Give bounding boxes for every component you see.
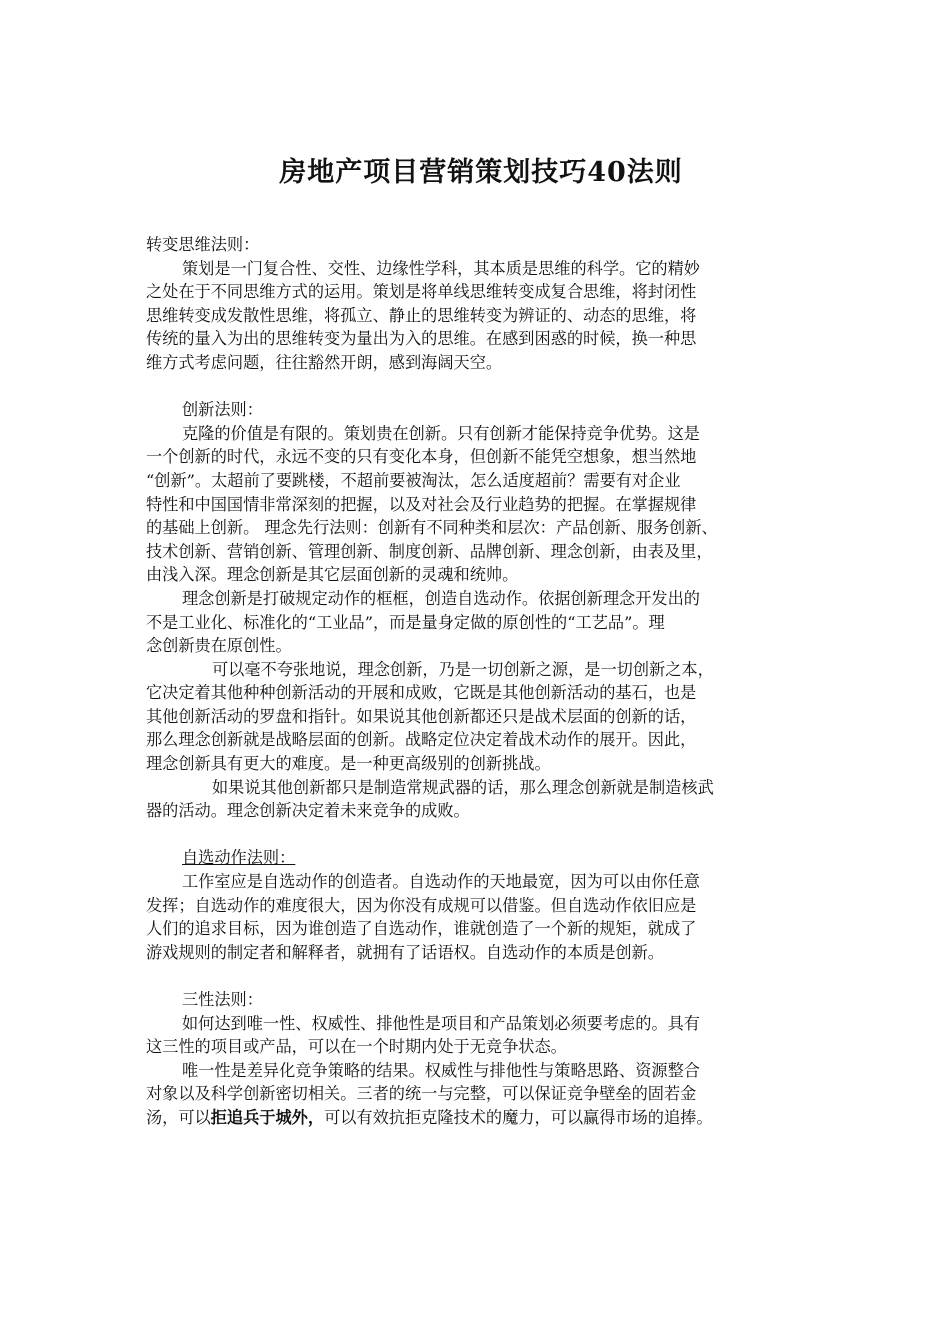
paragraph-line bbox=[146, 1106, 816, 1130]
paragraph-line: 这三性的项目或产品，可以在一个时期内处于无竞争状态。 bbox=[146, 1037, 567, 1057]
bold-text-run: 拒追兵于城外， bbox=[210, 1107, 325, 1127]
paragraph-line: 如果说其他创新都只是制造常规武器的话，那么理念创新就是制造核武 bbox=[212, 777, 714, 797]
paragraph-line: 发挥；自选动作的难度很大，因为你没有成规可以借鉴。但自选动作依旧应是 bbox=[146, 895, 697, 915]
paragraph-line: 克隆的价值是有限的。策划贵在创新。只有创新才能保持竞争优势。这是 bbox=[182, 423, 700, 443]
paragraph-line: 的基础上创新。 理念先行法则：创新有不同种类和层次：产品创新、服务创新、 bbox=[146, 518, 718, 538]
paragraph-line: 技术创新、营销创新、管理创新、制度创新、品牌创新、理念创新，由表及里， bbox=[146, 541, 713, 561]
paragraph-line: 那么理念创新就是战略层面的创新。战略定位决定着战术动作的展开。因此， bbox=[146, 730, 697, 750]
document-body bbox=[146, 233, 816, 1130]
paragraph-line: 理念创新具有更大的难度。是一种更高级别的创新挑战。 bbox=[146, 754, 551, 774]
paragraph-line: 传统的量入为出的思维转变为量出为入的思维。在感到困惑的时候，换一种思 bbox=[146, 329, 697, 349]
section-heading: 创新法则： bbox=[182, 400, 263, 420]
paragraph-line: 维方式考虑问题，往往豁然开朗，感到海阔天空。 bbox=[146, 352, 503, 372]
paragraph-line: 唯一性是差异化竞争策略的结果。权威性与排他性与策略思路、资源整合 bbox=[182, 1060, 700, 1080]
paragraph-line: 如何达到唯一性、权威性、排他性是项目和产品策划必须要考虑的。具有 bbox=[182, 1013, 700, 1033]
section-heading: 三性法则： bbox=[182, 990, 263, 1009]
section-heading: 转变思维法则： bbox=[146, 235, 260, 254]
paragraph-line: 不是工业化、标准化的“工业品”，而是量身定做的原创性的“工艺品”。理 bbox=[146, 612, 665, 632]
paragraph-line: 它决定着其他种种创新活动的开展和成败，它既是其他创新活动的基石，也是 bbox=[146, 683, 697, 703]
paragraph-line: 可以毫不夸张地说，理念创新，乃是一切创新之源，是一切创新之本， bbox=[212, 659, 714, 679]
text-run: 可以有效抗拒克隆技术的魔力，可以赢得市场的追捧。 bbox=[324, 1107, 713, 1127]
paragraph-line: 一个创新的时代，永远不变的只有变化本身，但创新不能凭空想象，想当然地 bbox=[146, 447, 697, 467]
paragraph-line: 游戏规则的制定者和解释者，就拥有了话语权。自选动作的本质是创新。 bbox=[146, 942, 664, 962]
document-page bbox=[146, 150, 816, 1130]
paragraph-line: 人们的追求目标，因为谁创造了自选动作，谁就创造了一个新的规矩，就成了 bbox=[146, 919, 697, 939]
page-title: 房地产项目营销策划技巧40法则 bbox=[279, 157, 683, 188]
paragraph-line: 思维转变成发散性思维，将孤立、静止的思维转变为辨证的、动态的思维，将 bbox=[146, 305, 697, 325]
paragraph-line: 策划是一门复合性、交性、边缘性学科，其本质是思维的科学。它的精妙 bbox=[182, 258, 700, 278]
paragraph-line: 念创新贵在原创性。 bbox=[146, 636, 292, 656]
paragraph-line: 理念创新是打破规定动作的框框，创造自选动作。依据创新理念开发出的 bbox=[182, 588, 700, 608]
paragraph-line: 由浅入深。理念创新是其它层面创新的灵魂和统帅。 bbox=[146, 565, 519, 585]
blank-line bbox=[146, 823, 816, 847]
paragraph-line: “创新”。太超前了要跳楼，不超前要被淘汰，怎么适度超前？需要有对企业 bbox=[146, 470, 681, 490]
paragraph-line: 其他创新活动的罗盘和指针。如果说其他创新都还只是战术层面的创新的话， bbox=[146, 706, 697, 726]
paragraph-line: 之处在于不同思维方式的运用。策划是将单线思维转变成复合思维，将封闭性 bbox=[146, 282, 697, 302]
section-heading bbox=[146, 846, 816, 870]
blank-line bbox=[146, 375, 816, 399]
paragraph-line: 工作室应是自选动作的创造者。自选动作的天地最宽，因为可以由你任意 bbox=[182, 872, 700, 892]
paragraph-line: 器的活动。理念创新决定着未来竞争的成败。 bbox=[146, 801, 470, 821]
paragraph-line: 对象以及科学创新密切相关。三者的统一与完整，可以保证竞争壁垒的固若金 bbox=[146, 1084, 697, 1104]
text-run: 汤，可以 bbox=[146, 1107, 211, 1127]
paragraph-line: 特性和中国国情非常深刻的把握，以及对社会及行业趋势的把握。在掌握规律 bbox=[146, 494, 697, 514]
section-heading-underlined: 自选动作法则： bbox=[182, 848, 296, 868]
blank-line bbox=[146, 964, 816, 988]
